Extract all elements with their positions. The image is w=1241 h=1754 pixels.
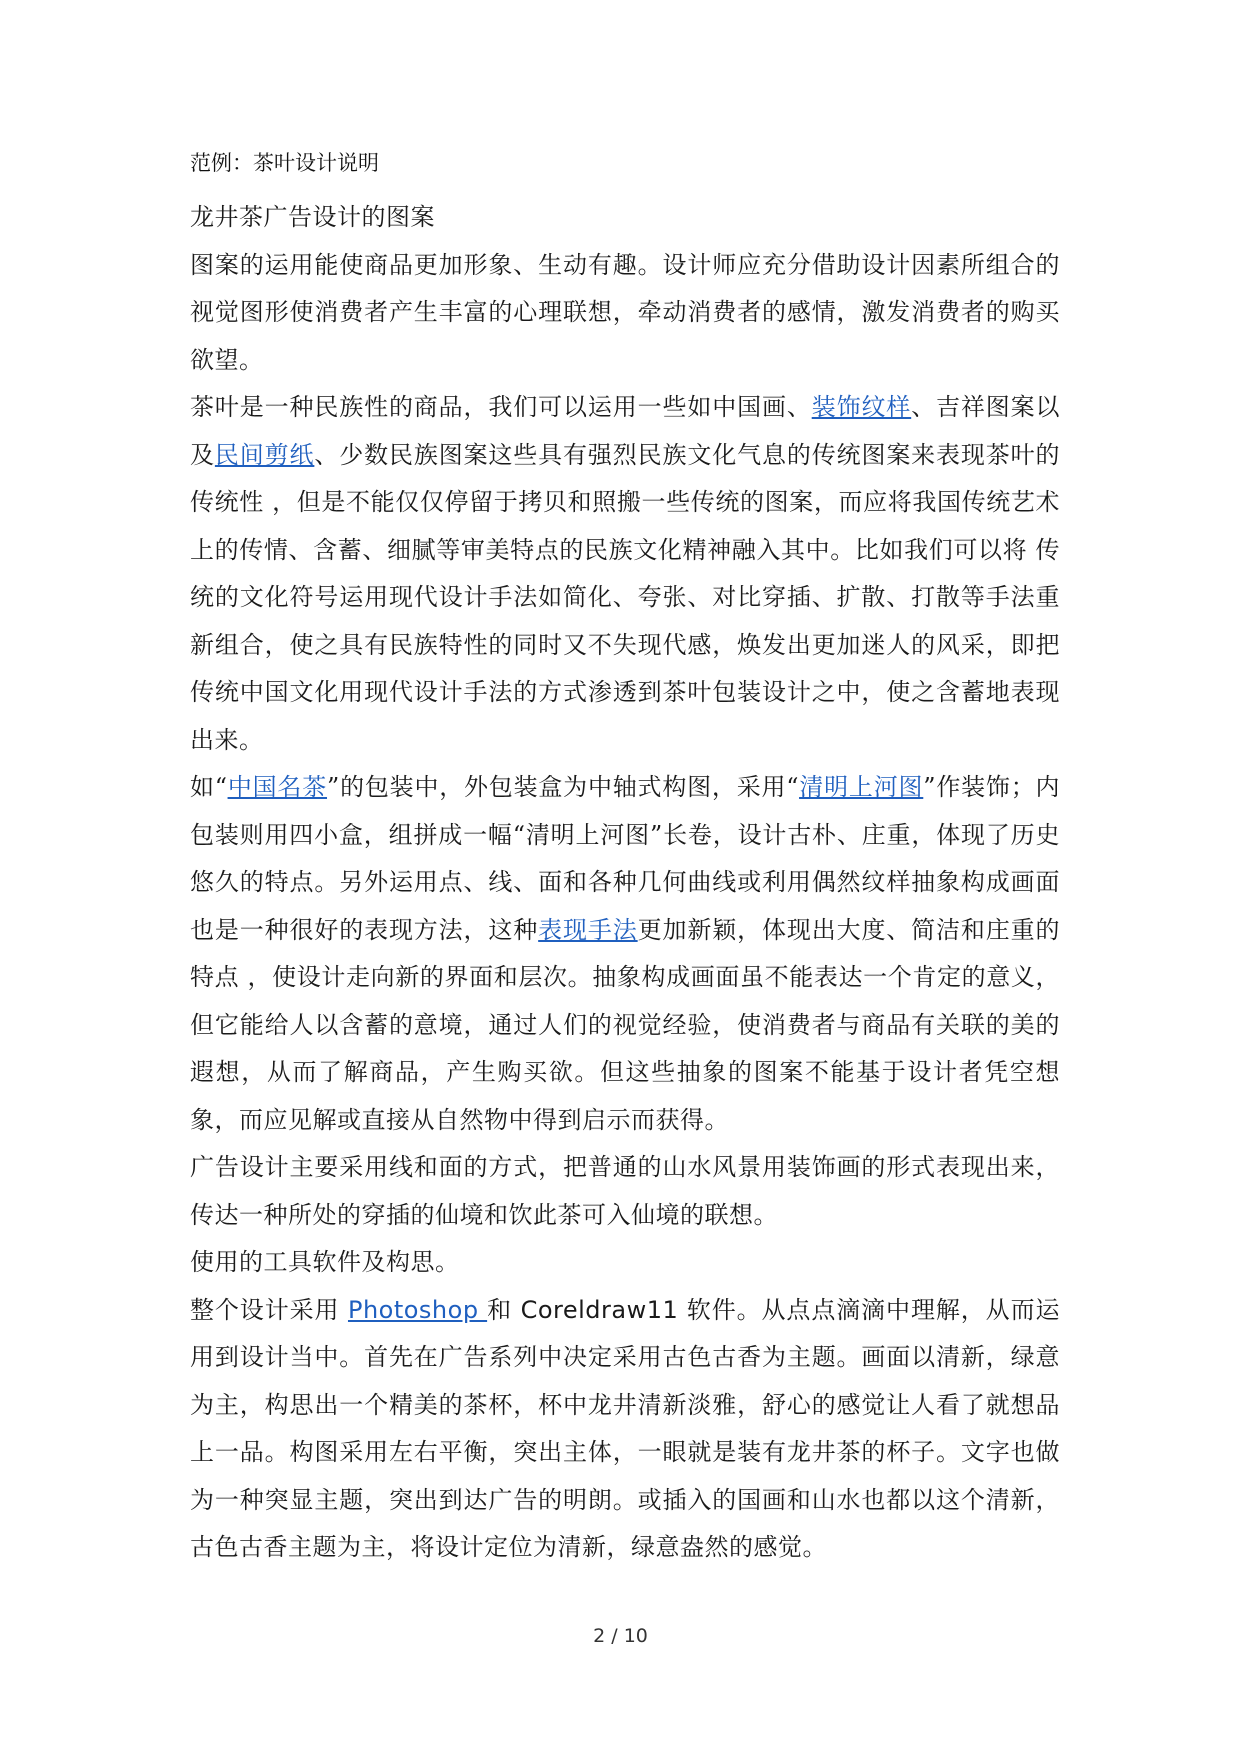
paragraph-packaging-example	[190, 764, 1060, 1144]
text-run: 如“	[190, 773, 228, 801]
paragraph-pattern-intro: 图案的运用能使商品更加形象、生动有趣。设计师应充分借助设计因素所组合的视觉图形使消费者产生丰富的心理联想，牵动消费者的感情，激发消费者的购买欲望。	[190, 250, 1060, 374]
paragraph-tools-concept	[190, 1287, 1060, 1572]
link-folk-papercut[interactable]: 民间剪纸	[214, 440, 315, 469]
page-number: 2 / 10	[593, 1625, 648, 1647]
text-run: 和	[487, 1295, 521, 1324]
text-run: 软件。从点点滴滴中理解，从而运用到设计当中。首先在广告系列中决定采用古色古香为主题。画面以清新，绿意为主，构思出一个精美的茶杯，杯中龙井清新淡雅，舒心的感觉让人看了就想品上一品。构图采用左右平衡，突出主体，一眼就是装有龙井茶的杯子。文字也做为一种突显主题，突出到达广告的明朗。或插入的国画和山水也都以这个清新，古色古香主题为主，将设计定位为清新，绿意盎然的感觉。	[190, 1295, 1060, 1561]
text-run: ”的包装中，外包装盒为中轴式构图，采用“	[327, 773, 800, 801]
text-run: 茶叶是一种民族性的商品，我们可以运用一些如中国画、	[190, 393, 812, 421]
link-qingming-scroll[interactable]: 清明上河图	[799, 773, 924, 801]
document-body	[190, 146, 1060, 1572]
link-photoshop[interactable]: Photoshop	[347, 1295, 488, 1324]
text-run: 、少数民族图案这些具有强烈民族文化气息的传统图案来表现茶叶的传统性 ，但是不能仅仅停留于拷贝和照搬一些传统的图案，而应将我国传统艺术上的传情、含蓄、细腻等审美特点的民族文化精神融入其中。比如我们可以将 传统的文化符号运用现代设计手法如简化、夸张、对比穿插、扩散、打散等手法重新组合，使之具有民族特性的同时又不失现代感，焕发出更加迷人的风采，即把传统中国文化用现代设计手法的方式渗透到茶叶包装设计之中，使之含蓄地表现出来。	[190, 440, 1061, 754]
paragraph-ad-design: 广告设计主要采用线和面的方式，把普通的山水风景用装饰画的形式表现出来，传达一种所处的穿插的仙境和饮此茶可入仙境的联想。	[190, 1153, 1060, 1229]
text-run: 整个设计采用	[190, 1295, 348, 1324]
text-run: ”作装饰；内包装则用四小盒，组拼成一幅“清明上河图”长卷，设计古朴、庄重，体现了历史悠久的特点。另外运用点、线、面和各种几何曲线或利用偶然纹样抽象构成画面也是一种很好的表现方法，这种	[190, 773, 1060, 944]
paragraph-tools-heading: 使用的工具软件及构思。	[190, 1248, 460, 1276]
link-expression-technique[interactable]: 表现手法	[538, 915, 638, 944]
paragraph-national-style	[190, 384, 1060, 764]
section-heading: 范例：茶叶设计说明	[190, 151, 379, 175]
text-run: 更加新颖，体现出大度、简洁和庄重的特点 ，使设计走向新的界面和层次。抽象构成画面虽不能表达一个肯定的意义，但它能给人以含蓄的意境，通过人们的视觉经验，使消费者与商品有关联的美的遐想，从而了解商品，产生购买欲。但这些抽象的图案不能基于设计者凭空想象，而应见解或直接从自然物中得到启示而获得。	[190, 915, 1061, 1134]
text-run: 、吉祥图案以及	[190, 393, 1061, 469]
link-famous-tea[interactable]: 中国名茶	[227, 773, 328, 801]
software-name: Coreldraw11	[520, 1295, 679, 1324]
paragraph-title: 龙井茶广告设计的图案	[190, 203, 435, 231]
link-decorative-pattern[interactable]: 装饰纹样	[811, 393, 912, 421]
